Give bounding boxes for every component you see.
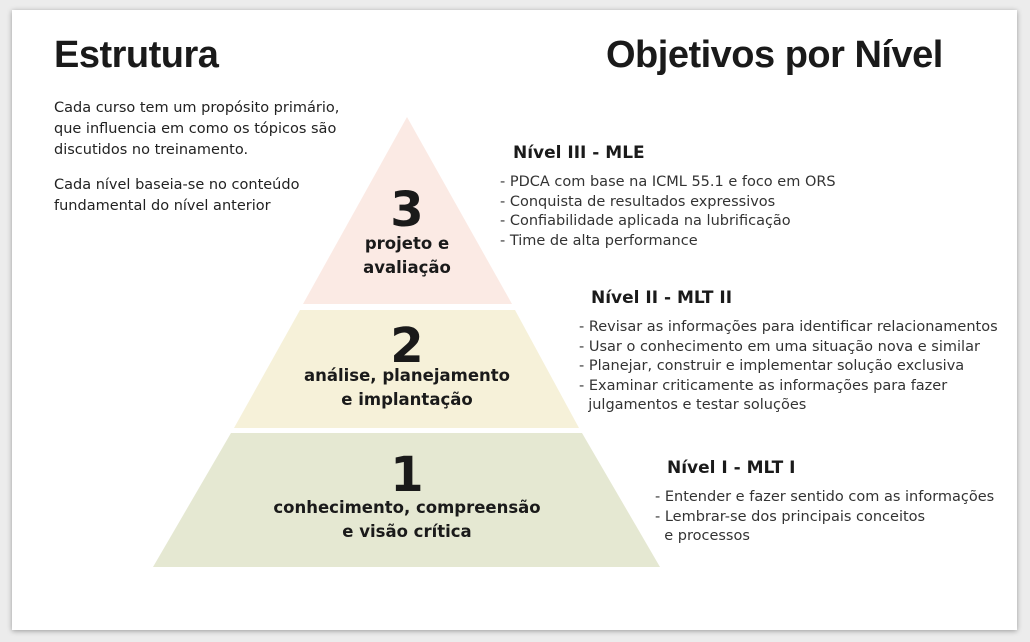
level-3-number: 3 [390, 182, 424, 238]
intro-line: Cada curso tem um propósito primário, [54, 100, 340, 116]
intro-line: Cada nível baseia-se no conteúdo [54, 177, 300, 193]
objective-item: - Confiabilidade aplicada na lubrificação [500, 213, 791, 229]
intro-line: discutidos no treinamento. [54, 142, 249, 158]
intro-line: fundamental do nível anterior [54, 198, 271, 214]
level-2-objectives [579, 318, 998, 416]
level-3-title: Nível III - MLE [513, 143, 645, 163]
level-2-label [257, 364, 557, 412]
structure-title: Estrutura [54, 34, 219, 76]
level-2-title: Nível II - MLT II [591, 288, 733, 308]
objective-item: - Usar o conhecimento em uma situação nova e similar [579, 338, 980, 355]
objectives-title: Objetivos por Nível [606, 34, 943, 76]
level-3-objectives [500, 173, 836, 251]
level-1-label-line: conhecimento, compreensão [273, 498, 541, 517]
level-1-objectives [655, 488, 994, 547]
level-3-label [307, 232, 507, 280]
objective-item: - Time de alta performance [500, 232, 698, 249]
objective-item: - Revisar as informações para identificar relacionamentos [579, 319, 998, 335]
objective-item: e processos [655, 528, 750, 544]
level-1-label [232, 496, 582, 544]
level-2-number: 2 [390, 318, 424, 374]
objective-item: - PDCA com base na ICML 55.1 e foco em ORS [500, 174, 836, 190]
objective-item: julgamentos e testar soluções [579, 397, 807, 413]
level-1-number: 1 [390, 447, 424, 503]
level-1-title: Nível I - MLT I [667, 458, 796, 478]
objective-item: - Examinar criticamente as informações para fazer [579, 377, 948, 394]
objective-item: - Entender e fazer sentido com as informações [655, 489, 995, 505]
level-3-label-line: avaliação [363, 258, 451, 277]
objective-item: - Conquista de resultados expressivos [500, 193, 776, 210]
objective-item: - Planejar, construir e implementar solução exclusiva [579, 358, 965, 374]
objective-item: - Lembrar-se dos principais conceitos [655, 508, 926, 525]
level-2-label-line: e implantação [341, 390, 473, 409]
level-3-label-line: projeto e [364, 234, 450, 253]
level-2-label-line: análise, planejamento [303, 366, 511, 385]
intro-line: que influencia em como os tópicos são [54, 121, 337, 137]
level-1-label-line: e visão crítica [342, 522, 472, 541]
